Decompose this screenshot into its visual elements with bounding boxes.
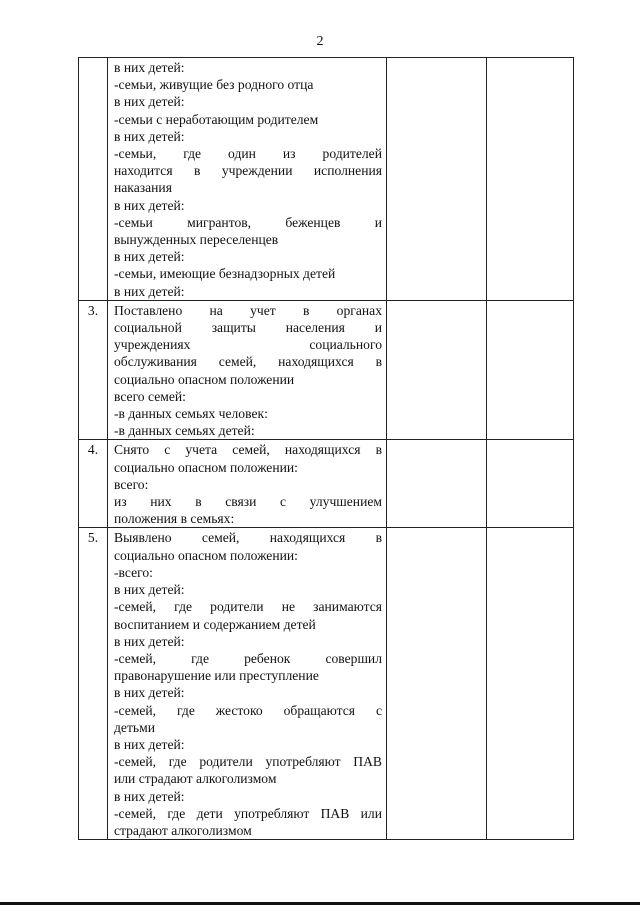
- indicator-line: в них детей:: [114, 788, 185, 804]
- indicator-line: -семей, где ребенок совершил: [114, 650, 382, 666]
- row-number: 5.: [79, 528, 108, 840]
- indicator-line: вынужденных переселенцев: [114, 232, 279, 248]
- row-number: 3.: [79, 300, 108, 440]
- indicator-line: -в данных семьях детей:: [114, 423, 255, 439]
- indicator-line: -в данных семьях человек:: [114, 406, 268, 422]
- value-cell: [387, 528, 487, 840]
- indicator-line: находится в учреждении исполнения: [114, 163, 382, 179]
- value-cell: [487, 528, 574, 840]
- table-row: [79, 528, 574, 840]
- indicator-line: в них детей:: [114, 94, 185, 110]
- indicator-line: наказания: [114, 180, 172, 196]
- indicator-line: в них детей:: [114, 736, 185, 752]
- table-row: [79, 440, 574, 528]
- indicator-line: социально опасном положении:: [114, 459, 298, 475]
- indicator-line: -семей, где дети употребляют ПАВ или: [114, 805, 382, 821]
- indicator-line: -семьи с неработающим родителем: [114, 111, 319, 127]
- indicator-line: в них детей:: [114, 128, 185, 144]
- indicator-line: в них детей:: [114, 197, 185, 213]
- indicator-line: в них детей:: [114, 582, 185, 598]
- indicator-line: -семьи, имеющие безнадзорных детей: [114, 266, 336, 282]
- page-number: 2: [316, 34, 324, 49]
- indicator-line: -всего:: [114, 564, 153, 580]
- row-number: [79, 58, 108, 301]
- indicator-line: учреждениях социального: [114, 337, 382, 353]
- indicator-line: или страдают алкоголизмом: [114, 771, 277, 787]
- indicator-line: Поставлено на учет в органах: [114, 302, 382, 318]
- value-cell: [487, 440, 574, 528]
- indicator-line: страдают алкоголизмом: [114, 822, 252, 838]
- indicator-line: социальной защиты населения и: [114, 320, 382, 336]
- indicator-line: обслуживания семей, находящихся в: [114, 354, 382, 370]
- indicator-line: Снято с учета семей, находящихся в: [114, 442, 382, 458]
- indicator-line: в них детей:: [114, 249, 185, 265]
- indicator-line: в них детей:: [114, 633, 185, 649]
- value-cell: [387, 440, 487, 528]
- row-number: 4.: [79, 440, 108, 528]
- indicator-cell: [108, 58, 387, 301]
- indicator-cell: [108, 300, 387, 440]
- indicator-line: воспитанием и содержанием детей: [114, 616, 316, 632]
- value-cell: [387, 58, 487, 301]
- indicator-line: -семьи, живущие без родного отца: [114, 77, 314, 93]
- indicator-cell: [108, 528, 387, 840]
- indicator-line: социально опасном положении: [114, 371, 295, 387]
- indicator-line: социально опасном положении:: [114, 547, 298, 563]
- value-cell: [487, 300, 574, 440]
- indicator-line: в них детей:: [114, 685, 185, 701]
- indicator-line: положения в семьях:: [114, 511, 235, 527]
- indicator-line: -семьи мигрантов, беженцев и: [114, 214, 382, 230]
- indicator-line: -семей, где жестоко обращаются с: [114, 702, 382, 718]
- indicator-line: в них детей:: [114, 283, 185, 299]
- indicator-line: в них детей:: [114, 60, 185, 75]
- report-table: [78, 57, 574, 840]
- indicator-line: детьми: [114, 719, 155, 735]
- indicator-line: -семей, где родители не занимаются: [114, 599, 382, 615]
- indicator-line: -семей, где родители употребляют ПАВ: [114, 754, 382, 770]
- indicator-line: Выявлено семей, находящихся в: [114, 530, 382, 546]
- indicator-line: всего:: [114, 476, 149, 492]
- value-cell: [387, 300, 487, 440]
- table-row: [79, 58, 574, 301]
- value-cell: [487, 58, 574, 301]
- indicator-line: -семьи, где один из родителей: [114, 146, 382, 162]
- table-row: [79, 300, 574, 440]
- indicator-line: всего семей:: [114, 388, 186, 404]
- indicator-line: из них в связи с улучшением: [114, 494, 382, 510]
- indicator-cell: [108, 440, 387, 528]
- indicator-line: правонарушение или преступление: [114, 668, 319, 684]
